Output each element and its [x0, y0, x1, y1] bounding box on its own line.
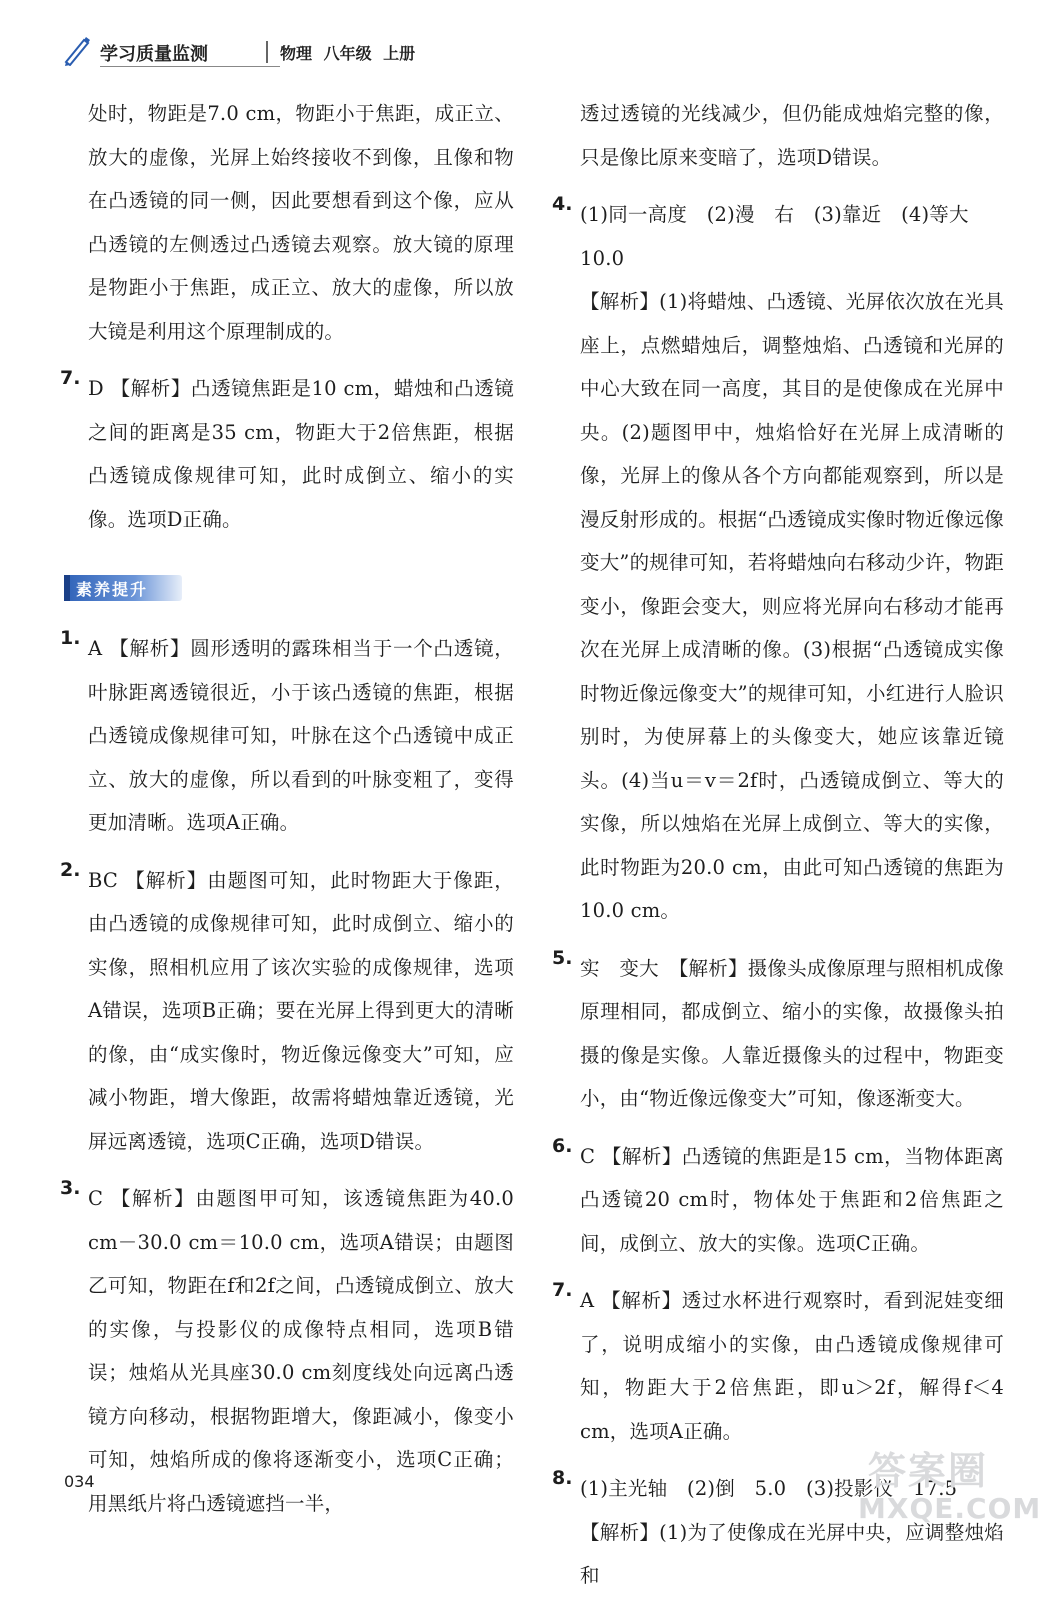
answer-item-6: [552, 1134, 1004, 1266]
section-badge: [64, 575, 182, 601]
answer-analysis: 【解析】(1)将蜡烛、凸透镜、光屏依次放在光具座上，点燃蜡烛后，调整烛焰、凸透镜和光屏的中心大致在同一高度，其目的是使像成在光屏中央。(2)题图甲中，烛焰恰好在光屏上成清晰的像，光屏上的像从各个方向都能观察到，所以是漫反射形成的。根据“凸透镜成实像时物近像远像变大”的规律可知，若将蜡烛向右移动少许，物距变小，像距会变大，则应将光屏向右移动才能再次在光屏上成清晰的像。(3)根据“凸透镜成实像时物近像远像变大”的规律可知，小红进行人脸识别时，为使屏幕上的头像变大，她应该靠近镜头。(4)当u＝v＝2f时，凸透镜成倒立、等大的实像，所以烛焰在光屏上成倒立、等大的实像，此时物距为20.0 cm，由此可知凸透镜的焦距为10.0 cm。: [580, 290, 1004, 922]
book-series-title: 学习质量监测: [100, 44, 208, 65]
item-number: 1.: [60, 627, 81, 649]
header-rule: [100, 66, 280, 67]
answer-item-1: [60, 627, 514, 845]
header-divider: [266, 41, 268, 63]
answer-item-4: [552, 193, 1004, 933]
answer-item-2: [60, 858, 514, 1164]
answer-item-5: [552, 946, 1004, 1121]
answer-choices: (1)同一高度 (2)漫 右 (3)靠近 (4)等大: [580, 203, 969, 226]
answer-text: A 【解析】透过水杯进行观察时，看到泥娃变细了，说明成缩小的实像，由凸透镜成像规律可知，物距大于2倍焦距，即u＞2f，解得f＜4 cm，选项A正确。: [580, 1289, 1004, 1443]
item-number: 2.: [60, 858, 81, 881]
answer-item-7-right: [552, 1279, 1004, 1453]
watermark-url: MXQE.COM: [858, 1492, 1042, 1525]
answer-text: A 【解析】圆形透明的露珠相当于一个凸透镜，叶脉距离透镜很近，小于该凸透镜的焦距，根据凸透镜成像规律可知，叶脉在这个凸透镜中成正立、放大的虚像，所以看到的叶脉变粗了，变得更加清晰。选项A正确。: [88, 637, 514, 834]
item-number: 7.: [60, 367, 81, 389]
item-number: 8.: [552, 1467, 573, 1489]
item-number: 3.: [60, 1177, 81, 1199]
watermark-text: 答案圈: [868, 1449, 989, 1493]
answer-text: D 【解析】凸透镜焦距是10 cm，蜡烛和凸透镜之间的距离是35 cm，物距大于2倍焦距，根据凸透镜成像规律可知，此时成倒立、缩小的实像。选项D正确。: [88, 377, 514, 531]
answer-text: C 【解析】凸透镜的焦距是15 cm，当物体距离凸透镜20 cm时，物体处于焦距和2倍焦距之间，成倒立、放大的实像。选项C正确。: [580, 1144, 1004, 1255]
page-header: [62, 32, 542, 72]
answer-text: BC 【解析】由题图可知，此时物距大于像距，由凸透镜的成像规律可知，此时成倒立、缩小的实像，照相机应用了该次实验的成像规律，选项A错误，选项B正确；要在光屏上得到更大的清晰的像，由“成实像时，物近像远像变大”可知，应减小物距，增大像距，故需将蜡烛靠近透镜，光屏远离透镜，选项C正确，选项D错误。: [88, 868, 514, 1153]
item-number: 4.: [552, 193, 573, 215]
watermark-logo: [858, 1440, 1042, 1530]
answer-text: 实 变大 【解析】摄像头成像原理与照相机成像原理相同，都成倒立、缩小的实像，故摄像头拍摄的像是实像。人靠近摄像头的过程中，物距变小，由“物近像远像变大”可知，像逐渐变大。: [580, 956, 1004, 1110]
answer-choices: (1)主光轴 (2)倒 5.0 (3)投影仪 17.5: [580, 1477, 958, 1500]
section-title: 素养提升: [76, 580, 149, 599]
answer-analysis: 【解析】(1)为了使像成在光屏中央，应调整烛焰和: [580, 1520, 1004, 1587]
item-number: 5.: [552, 946, 573, 969]
answer-choices-continued: 10.0: [580, 246, 625, 270]
answer-item-3: [60, 1177, 514, 1525]
answer-item-7: [60, 367, 514, 541]
right-column: [552, 92, 1004, 1598]
answer-continuation: 透过透镜的光线减少，但仍能成烛焰完整的像，只是像比原来变暗了，选项D错误。: [580, 102, 1004, 169]
left-column: [60, 92, 514, 1525]
page-number: 034: [64, 1472, 95, 1491]
answer-continuation: 处时，物距是7.0 cm，物距小于焦距，成正立、放大的虚像，光屏上始终接收不到像，且像和物在凸透镜的同一侧，因此要想看到这个像，应从凸透镜的左侧透过凸透镜去观察。放大镜的原理是物距小于焦距，成正立、放大的虚像，所以放大镜是利用这个原理制成的。: [88, 102, 514, 343]
book-subject-grade: 物理 八年级 上册: [280, 44, 416, 63]
pen-icon: [62, 34, 92, 66]
item-number: 7.: [552, 1279, 573, 1301]
answer-text: C 【解析】由题图甲可知，该透镜焦距为40.0 cm－30.0 cm＝10.0 cm，选项A错误；由题图乙可知，物距在f和2f之间，凸透镜成倒立、放大的实像，与投影仪的成像特点相同，选项B错误；烛焰从光具座30.0 cm刻度线处向远离凸透镜方向移动，根据物距增大，像距减小，像变小可知，烛焰所成的像将逐渐变小，选项C正确；用黑纸片将凸透镜遮挡一半，: [88, 1187, 514, 1515]
item-number: 6.: [552, 1134, 573, 1157]
